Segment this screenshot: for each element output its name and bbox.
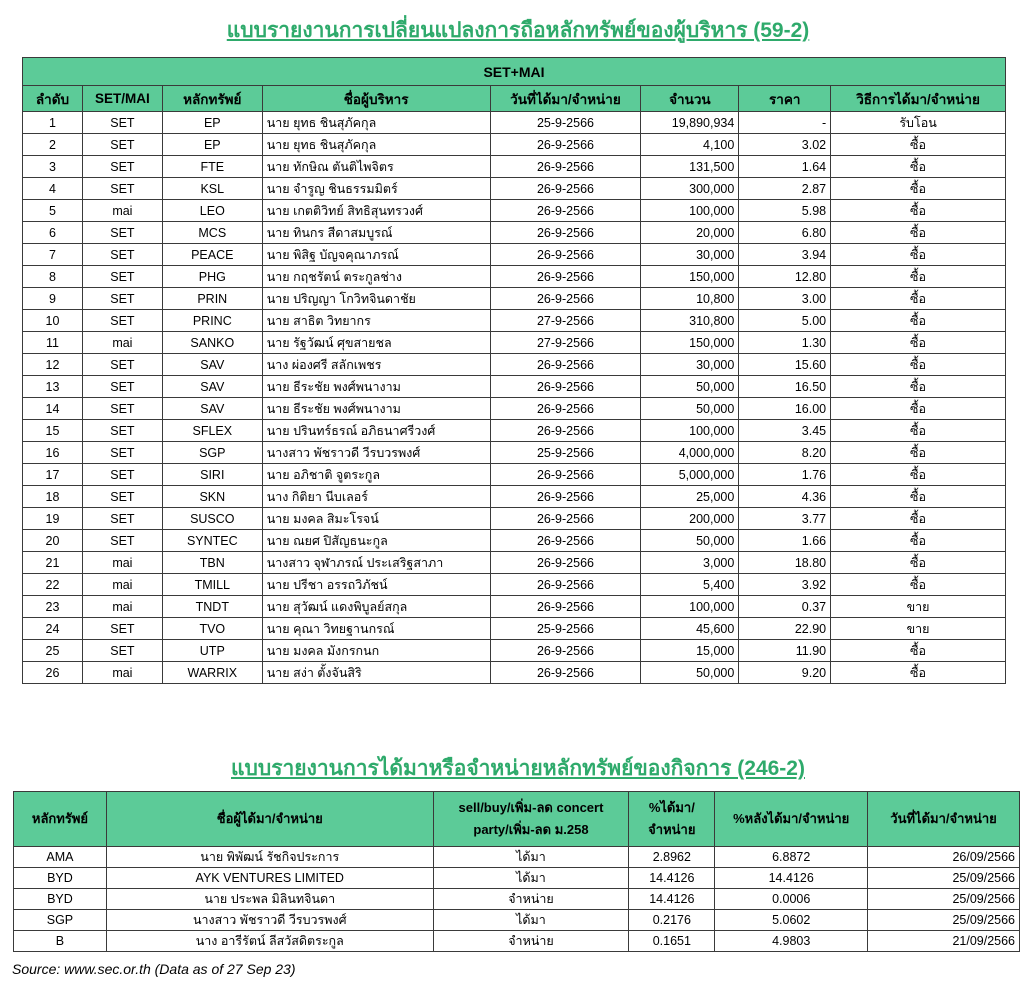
- col-header-pct-after: %หลังได้มา/จำหน่าย: [715, 792, 868, 847]
- cell-executive-name: นาย สาธิต วิทยากร: [262, 310, 490, 332]
- table-row: [23, 156, 1006, 178]
- cell-pct-acquired: 14.4126: [629, 868, 715, 889]
- cell-volume: 20,000: [641, 222, 739, 244]
- cell-transaction-type: ได้มา: [433, 847, 629, 868]
- table-row: [23, 596, 1006, 618]
- cell-date: 26-9-2566: [490, 200, 641, 222]
- cell-security: TMILL: [162, 574, 262, 596]
- cell-date: 25-9-2566: [490, 618, 641, 640]
- cell-date: 21/09/2566: [868, 931, 1020, 952]
- cell-date: 26-9-2566: [490, 288, 641, 310]
- cell-date: 26-9-2566: [490, 244, 641, 266]
- table-row: [23, 530, 1006, 552]
- col-header-market: SET/MAI: [82, 86, 162, 112]
- cell-market: SET: [82, 134, 162, 156]
- table-row: [23, 420, 1006, 442]
- cell-pct-after: 6.8872: [715, 847, 868, 868]
- cell-row-number: 14: [23, 398, 83, 420]
- cell-price: 5.00: [739, 310, 831, 332]
- cell-date: 25/09/2566: [868, 910, 1020, 931]
- executive-holdings-table: [22, 57, 1006, 684]
- cell-date: 26-9-2566: [490, 222, 641, 244]
- cell-market: SET: [82, 310, 162, 332]
- cell-volume: 15,000: [641, 640, 739, 662]
- cell-price: 3.02: [739, 134, 831, 156]
- cell-date: 27-9-2566: [490, 332, 641, 354]
- cell-date: 25/09/2566: [868, 889, 1020, 910]
- cell-market: mai: [82, 574, 162, 596]
- cell-executive-name: นาย จำรูญ ชินธรรมมิตร์: [262, 178, 490, 200]
- cell-market: mai: [82, 200, 162, 222]
- cell-executive-name: นาย มงคล สิมะโรจน์: [262, 508, 490, 530]
- cell-security: TNDT: [162, 596, 262, 618]
- cell-security: PRIN: [162, 288, 262, 310]
- cell-method: ซื้อ: [831, 442, 1006, 464]
- cell-volume: 50,000: [641, 530, 739, 552]
- cell-method: ซื้อ: [831, 134, 1006, 156]
- cell-date: 26-9-2566: [490, 398, 641, 420]
- cell-security: TVO: [162, 618, 262, 640]
- cell-row-number: 2: [23, 134, 83, 156]
- cell-volume: 30,000: [641, 244, 739, 266]
- col-header-date: วันที่ได้มา/จำหน่าย: [490, 86, 641, 112]
- cell-method: ซื้อ: [831, 200, 1006, 222]
- cell-method: ซื้อ: [831, 574, 1006, 596]
- cell-price: 1.64: [739, 156, 831, 178]
- cell-security: LEO: [162, 200, 262, 222]
- cell-executive-name: นาย มงคล มังกรกนก: [262, 640, 490, 662]
- cell-security: SGP: [162, 442, 262, 464]
- cell-executive-name: นาย เกตติวิทย์ สิทธิสุนทรวงศ์: [262, 200, 490, 222]
- cell-date: 26-9-2566: [490, 640, 641, 662]
- cell-security: SAV: [162, 376, 262, 398]
- pct-acquired-line1: %ได้มา/: [648, 800, 695, 815]
- table-row: [23, 574, 1006, 596]
- cell-market: SET: [82, 618, 162, 640]
- cell-method: ซื้อ: [831, 376, 1006, 398]
- cell-row-number: 21: [23, 552, 83, 574]
- cell-volume: 4,100: [641, 134, 739, 156]
- cell-security: KSL: [162, 178, 262, 200]
- cell-executive-name: นาย สง่า ตั้งจันสิริ: [262, 662, 490, 684]
- cell-acquirer-name: นาง อารีรัตน์ ลีสวัสดิตระกูล: [106, 931, 433, 952]
- cell-method: ซื้อ: [831, 640, 1006, 662]
- cell-volume: 5,000,000: [641, 464, 739, 486]
- table-row: [23, 552, 1006, 574]
- col-header-pct-acquired: [629, 792, 715, 847]
- cell-executive-name: นางสาว พัชราวดี วีรบวรพงศ์: [262, 442, 490, 464]
- cell-date: 26-9-2566: [490, 134, 641, 156]
- table-row: [23, 618, 1006, 640]
- cell-executive-name: นาง กิติยา นีบเลอร์: [262, 486, 490, 508]
- cell-row-number: 6: [23, 222, 83, 244]
- cell-transaction-type: ได้มา: [433, 868, 629, 889]
- cell-row-number: 20: [23, 530, 83, 552]
- cell-transaction-type: ได้มา: [433, 910, 629, 931]
- table-row: [14, 889, 1020, 910]
- cell-security: WARRIX: [162, 662, 262, 684]
- cell-row-number: 17: [23, 464, 83, 486]
- cell-date: 26-9-2566: [490, 530, 641, 552]
- cell-price: -: [739, 112, 831, 134]
- cell-price: 1.66: [739, 530, 831, 552]
- cell-price: 16.50: [739, 376, 831, 398]
- table-row: [23, 112, 1006, 134]
- cell-price: 4.36: [739, 486, 831, 508]
- cell-acquirer-name: AYK VENTURES LIMITED: [106, 868, 433, 889]
- acquisition-disposal-table: [13, 791, 1020, 952]
- cell-market: SET: [82, 178, 162, 200]
- source-text: www.sec.or.th (Data as of 27 Sep 23): [64, 961, 296, 977]
- cell-security: PEACE: [162, 244, 262, 266]
- cell-date: 26-9-2566: [490, 464, 641, 486]
- col-header-security: หลักทรัพย์: [14, 792, 107, 847]
- cell-volume: 25,000: [641, 486, 739, 508]
- cell-row-number: 15: [23, 420, 83, 442]
- cell-market: mai: [82, 596, 162, 618]
- cell-method: ขาย: [831, 618, 1006, 640]
- cell-date: 26-9-2566: [490, 156, 641, 178]
- cell-volume: 5,400: [641, 574, 739, 596]
- cell-date: 26-9-2566: [490, 266, 641, 288]
- cell-security: EP: [162, 134, 262, 156]
- cell-security: SAV: [162, 354, 262, 376]
- pct-acquired-line2: จำหน่าย: [648, 822, 696, 837]
- cell-method: รับโอน: [831, 112, 1006, 134]
- cell-method: ซื้อ: [831, 222, 1006, 244]
- col-header-security: หลักทรัพย์: [162, 86, 262, 112]
- cell-date: 26-9-2566: [490, 574, 641, 596]
- cell-executive-name: นาย ปรินทร์ธรณ์ อภิธนาศรีวงศ์: [262, 420, 490, 442]
- cell-executive-name: นาย อภิชาติ จูตระกูล: [262, 464, 490, 486]
- cell-market: SET: [82, 442, 162, 464]
- cell-date: 26-9-2566: [490, 662, 641, 684]
- cell-price: 12.80: [739, 266, 831, 288]
- cell-volume: 150,000: [641, 332, 739, 354]
- cell-pct-after: 0.0006: [715, 889, 868, 910]
- cell-row-number: 13: [23, 376, 83, 398]
- cell-security: SGP: [14, 910, 107, 931]
- col-header-executive-name: ชื่อผู้บริหาร: [262, 86, 490, 112]
- cell-price: 15.60: [739, 354, 831, 376]
- cell-volume: 50,000: [641, 662, 739, 684]
- cell-volume: 3,000: [641, 552, 739, 574]
- cell-method: ซื้อ: [831, 486, 1006, 508]
- cell-security: EP: [162, 112, 262, 134]
- cell-market: mai: [82, 662, 162, 684]
- cell-method: ซื้อ: [831, 662, 1006, 684]
- table-row: [14, 931, 1020, 952]
- cell-price: 3.45: [739, 420, 831, 442]
- cell-price: 9.20: [739, 662, 831, 684]
- table-row: [23, 486, 1006, 508]
- cell-row-number: 18: [23, 486, 83, 508]
- table-row: [23, 288, 1006, 310]
- cell-executive-name: นาย คุณา วิทยฐานกรณ์: [262, 618, 490, 640]
- cell-row-number: 4: [23, 178, 83, 200]
- cell-security: BYD: [14, 868, 107, 889]
- cell-method: ซื้อ: [831, 332, 1006, 354]
- cell-executive-name: นาง ผ่องศรี สลักเพชร: [262, 354, 490, 376]
- cell-market: SET: [82, 156, 162, 178]
- report2-title: แบบรายงานการได้มาหรือจำหน่ายหลักทรัพย์ของกิจการ (246-2): [231, 757, 805, 780]
- cell-method: ซื้อ: [831, 310, 1006, 332]
- cell-pct-acquired: 2.8962: [629, 847, 715, 868]
- cell-row-number: 24: [23, 618, 83, 640]
- table-row: [23, 200, 1006, 222]
- table-row: [23, 134, 1006, 156]
- cell-volume: 10,800: [641, 288, 739, 310]
- cell-pct-after: 14.4126: [715, 868, 868, 889]
- col-header-method: วิธีการได้มา/จำหน่าย: [831, 86, 1006, 112]
- cell-volume: 45,600: [641, 618, 739, 640]
- cell-price: 1.76: [739, 464, 831, 486]
- cell-row-number: 12: [23, 354, 83, 376]
- cell-security: FTE: [162, 156, 262, 178]
- cell-volume: 100,000: [641, 596, 739, 618]
- cell-date: 25-9-2566: [490, 112, 641, 134]
- cell-market: SET: [82, 376, 162, 398]
- cell-price: 16.00: [739, 398, 831, 420]
- cell-security: SIRI: [162, 464, 262, 486]
- cell-method: ซื้อ: [831, 288, 1006, 310]
- col-header-acquirer-name: ชื่อผู้ได้มา/จำหน่าย: [106, 792, 433, 847]
- cell-date: 26/09/2566: [868, 847, 1020, 868]
- cell-row-number: 7: [23, 244, 83, 266]
- cell-row-number: 1: [23, 112, 83, 134]
- cell-executive-name: นาย ปรีชา อรรถวิภัชน์: [262, 574, 490, 596]
- cell-acquirer-name: นาย พิพัฒน์ รัชกิจประการ: [106, 847, 433, 868]
- table-row: [23, 398, 1006, 420]
- cell-transaction-type: จำหน่าย: [433, 889, 629, 910]
- cell-date: 26-9-2566: [490, 552, 641, 574]
- cell-method: ซื้อ: [831, 244, 1006, 266]
- cell-volume: 19,890,934: [641, 112, 739, 134]
- col-header-transaction-type: [433, 792, 629, 847]
- cell-price: 6.80: [739, 222, 831, 244]
- cell-method: ซื้อ: [831, 508, 1006, 530]
- table-row: [23, 244, 1006, 266]
- cell-volume: 150,000: [641, 266, 739, 288]
- cell-executive-name: นาย ปริญญา โกวิทจินดาชัย: [262, 288, 490, 310]
- cell-row-number: 11: [23, 332, 83, 354]
- cell-row-number: 8: [23, 266, 83, 288]
- cell-row-number: 10: [23, 310, 83, 332]
- cell-price: 8.20: [739, 442, 831, 464]
- cell-market: SET: [82, 266, 162, 288]
- source-note: [12, 961, 296, 977]
- source-label: Source:: [12, 961, 61, 977]
- cell-executive-name: นาย พิสิฐ บัญจคุณาภรณ์: [262, 244, 490, 266]
- cell-executive-name: นาย ธีระชัย พงศ์พนางาม: [262, 376, 490, 398]
- cell-price: 5.98: [739, 200, 831, 222]
- cell-volume: 200,000: [641, 508, 739, 530]
- cell-market: SET: [82, 640, 162, 662]
- cell-date: 26-9-2566: [490, 178, 641, 200]
- cell-executive-name: นางสาว จุฬาภรณ์ ประเสริฐสาภา: [262, 552, 490, 574]
- col-header-date: วันที่ได้มา/จำหน่าย: [868, 792, 1020, 847]
- cell-row-number: 25: [23, 640, 83, 662]
- cell-security: PRINC: [162, 310, 262, 332]
- cell-security: SUSCO: [162, 508, 262, 530]
- cell-market: SET: [82, 420, 162, 442]
- cell-row-number: 16: [23, 442, 83, 464]
- col-header-volume: จำนวน: [641, 86, 739, 112]
- cell-volume: 50,000: [641, 398, 739, 420]
- cell-date: 26-9-2566: [490, 376, 641, 398]
- table-row: [23, 376, 1006, 398]
- cell-method: ซื้อ: [831, 398, 1006, 420]
- cell-market: SET: [82, 244, 162, 266]
- table-row: [23, 662, 1006, 684]
- col-header-price: ราคา: [739, 86, 831, 112]
- cell-security: SYNTEC: [162, 530, 262, 552]
- cell-price: 3.94: [739, 244, 831, 266]
- cell-volume: 30,000: [641, 354, 739, 376]
- cell-date: 26-9-2566: [490, 508, 641, 530]
- cell-executive-name: นาย ณยศ ปิสัญธนะกูล: [262, 530, 490, 552]
- cell-method: ขาย: [831, 596, 1006, 618]
- cell-executive-name: นาย ยุทธ ชินสุภัคกุล: [262, 112, 490, 134]
- cell-row-number: 22: [23, 574, 83, 596]
- cell-method: ซื้อ: [831, 266, 1006, 288]
- cell-security: SKN: [162, 486, 262, 508]
- cell-security: SFLEX: [162, 420, 262, 442]
- table-row: [14, 868, 1020, 889]
- cell-pct-after: 4.9803: [715, 931, 868, 952]
- cell-executive-name: นาย กฤชรัตน์ ตระกูลช่าง: [262, 266, 490, 288]
- table-row: [23, 222, 1006, 244]
- table-row: [23, 178, 1006, 200]
- cell-security: PHG: [162, 266, 262, 288]
- cell-transaction-type: จำหน่าย: [433, 931, 629, 952]
- cell-row-number: 3: [23, 156, 83, 178]
- cell-method: ซื้อ: [831, 156, 1006, 178]
- cell-method: ซื้อ: [831, 530, 1006, 552]
- cell-date: 25-9-2566: [490, 442, 641, 464]
- table-row: [23, 310, 1006, 332]
- cell-volume: 300,000: [641, 178, 739, 200]
- cell-volume: 310,800: [641, 310, 739, 332]
- cell-executive-name: นาย ทักษิณ ตันติไพจิตร: [262, 156, 490, 178]
- cell-acquirer-name: นางสาว พัชราวดี วีรบวรพงศ์: [106, 910, 433, 931]
- cell-price: 2.87: [739, 178, 831, 200]
- cell-pct-acquired: 0.2176: [629, 910, 715, 931]
- report1-title: แบบรายงานการเปลี่ยนแปลงการถือหลักทรัพย์ของผู้บริหาร (59-2): [226, 19, 810, 42]
- cell-price: 11.90: [739, 640, 831, 662]
- cell-date: 26-9-2566: [490, 486, 641, 508]
- cell-market: SET: [82, 464, 162, 486]
- market-band-header: SET+MAI: [23, 58, 1006, 86]
- cell-price: 22.90: [739, 618, 831, 640]
- cell-row-number: 5: [23, 200, 83, 222]
- cell-date: 26-9-2566: [490, 420, 641, 442]
- table-row: [23, 508, 1006, 530]
- cell-security: AMA: [14, 847, 107, 868]
- cell-market: SET: [82, 508, 162, 530]
- cell-date: 26-9-2566: [490, 596, 641, 618]
- cell-volume: 100,000: [641, 200, 739, 222]
- cell-pct-after: 5.0602: [715, 910, 868, 931]
- cell-price: 18.80: [739, 552, 831, 574]
- cell-price: 3.77: [739, 508, 831, 530]
- cell-row-number: 19: [23, 508, 83, 530]
- table-row: [23, 464, 1006, 486]
- cell-market: mai: [82, 552, 162, 574]
- cell-market: mai: [82, 332, 162, 354]
- cell-volume: 100,000: [641, 420, 739, 442]
- cell-date: 26-9-2566: [490, 354, 641, 376]
- cell-security: MCS: [162, 222, 262, 244]
- cell-security: SANKO: [162, 332, 262, 354]
- cell-executive-name: นาย ยุทธ ชินสุภัคกุล: [262, 134, 490, 156]
- table-row: [23, 354, 1006, 376]
- cell-executive-name: นาย ทินกร สีดาสมบูรณ์: [262, 222, 490, 244]
- cell-volume: 4,000,000: [641, 442, 739, 464]
- cell-security: TBN: [162, 552, 262, 574]
- cell-method: ซื้อ: [831, 552, 1006, 574]
- cell-market: SET: [82, 486, 162, 508]
- cell-date: 25/09/2566: [868, 868, 1020, 889]
- cell-executive-name: นาย สุวัฒน์ แดงพิบูลย์สกุล: [262, 596, 490, 618]
- cell-volume: 131,500: [641, 156, 739, 178]
- table-row: [23, 640, 1006, 662]
- cell-price: 0.37: [739, 596, 831, 618]
- cell-method: ซื้อ: [831, 178, 1006, 200]
- table-row: [14, 910, 1020, 931]
- cell-security: BYD: [14, 889, 107, 910]
- cell-row-number: 9: [23, 288, 83, 310]
- col-header-no: ลำดับ: [23, 86, 83, 112]
- table-row: [23, 332, 1006, 354]
- cell-market: SET: [82, 530, 162, 552]
- cell-pct-acquired: 14.4126: [629, 889, 715, 910]
- cell-method: ซื้อ: [831, 420, 1006, 442]
- cell-method: ซื้อ: [831, 354, 1006, 376]
- table-row: [23, 266, 1006, 288]
- cell-date: 27-9-2566: [490, 310, 641, 332]
- cell-row-number: 26: [23, 662, 83, 684]
- cell-market: SET: [82, 222, 162, 244]
- cell-security: B: [14, 931, 107, 952]
- cell-price: 1.30: [739, 332, 831, 354]
- cell-volume: 50,000: [641, 376, 739, 398]
- cell-executive-name: นาย ธีระชัย พงศ์พนางาม: [262, 398, 490, 420]
- cell-method: ซื้อ: [831, 464, 1006, 486]
- cell-market: SET: [82, 288, 162, 310]
- cell-price: 3.92: [739, 574, 831, 596]
- table-row: [14, 847, 1020, 868]
- cell-executive-name: นาย รัฐวัฒน์ ศุขสายชล: [262, 332, 490, 354]
- table-row: [23, 442, 1006, 464]
- transaction-type-line2: party/เพิ่ม-ลด ม.258: [473, 822, 589, 837]
- cell-row-number: 23: [23, 596, 83, 618]
- cell-security: SAV: [162, 398, 262, 420]
- cell-market: SET: [82, 398, 162, 420]
- cell-security: UTP: [162, 640, 262, 662]
- cell-acquirer-name: นาย ประพล มิลินทจินดา: [106, 889, 433, 910]
- cell-market: SET: [82, 112, 162, 134]
- cell-market: SET: [82, 354, 162, 376]
- cell-price: 3.00: [739, 288, 831, 310]
- cell-pct-acquired: 0.1651: [629, 931, 715, 952]
- transaction-type-line1: sell/buy/เพิ่ม-ลด concert: [458, 800, 604, 815]
